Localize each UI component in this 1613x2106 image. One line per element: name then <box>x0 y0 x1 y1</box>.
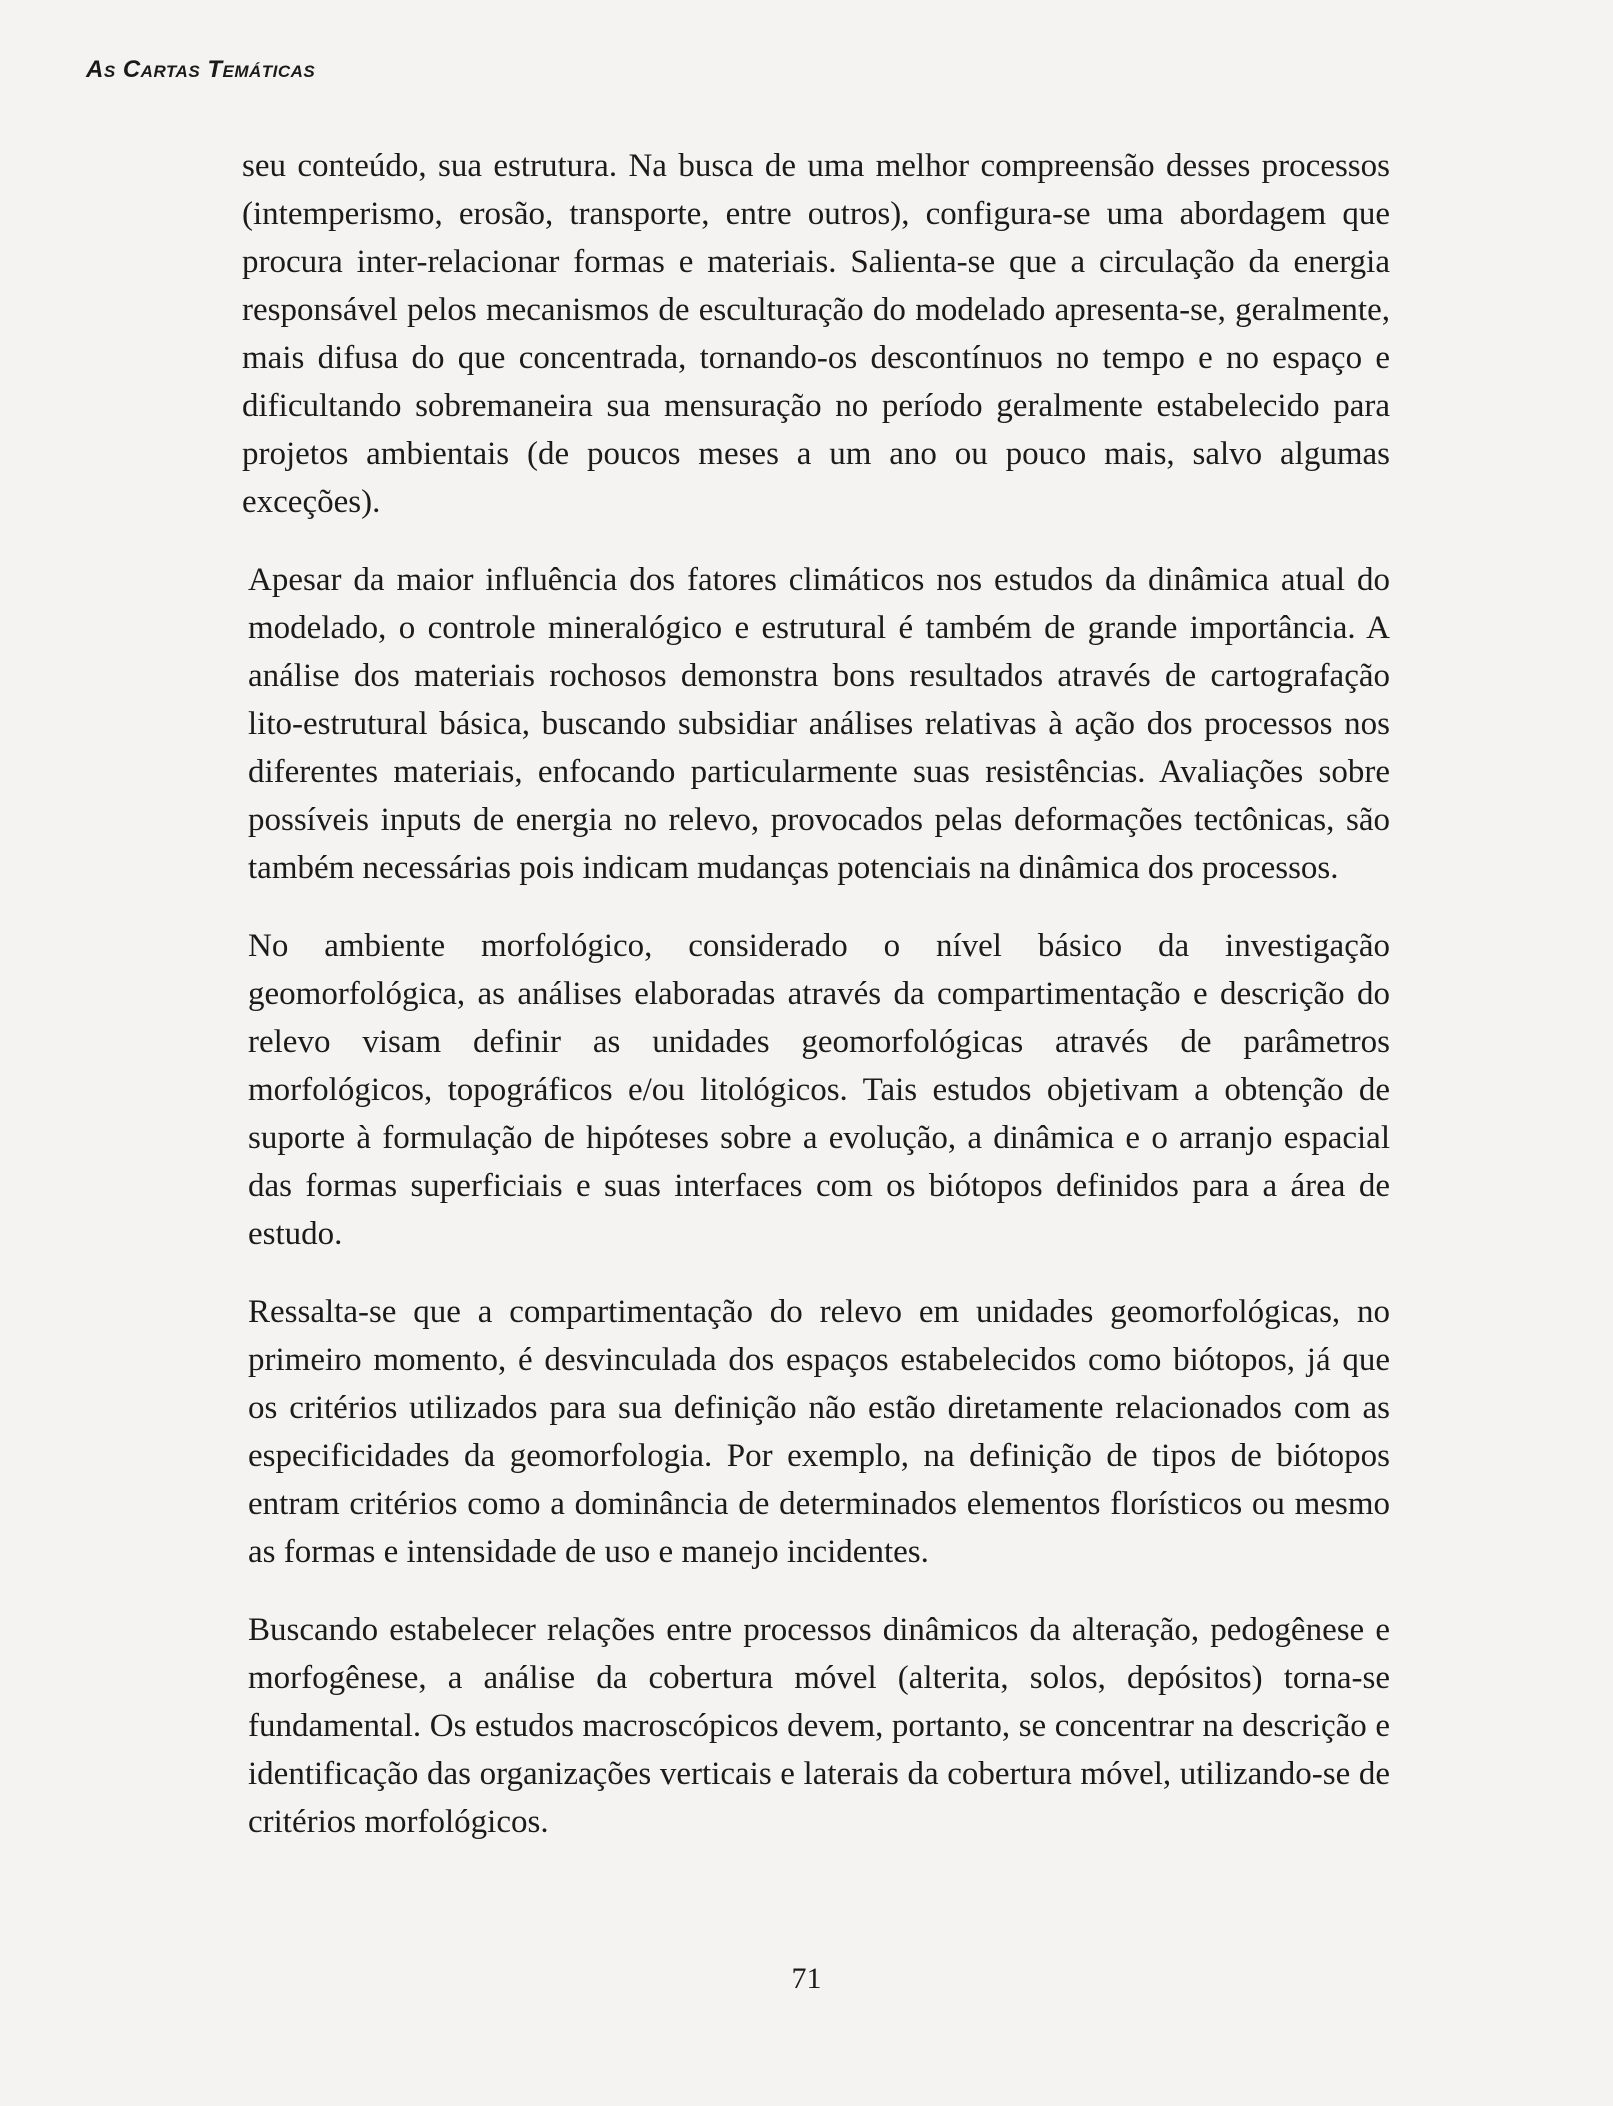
paragraph-5: Buscando estabelecer relações entre processos dinâmicos da alteração, pedogênese e morfogênese, a análise da cobertura móvel (alterita, solos, depósitos) torna-se fundamental. Os estudos macroscópicos devem, portanto, se concentrar na descrição e identificação das organizações verticais e laterais da cobertura móvel, utilizando-se de critérios morfológicos. <box>248 1612 1390 1840</box>
running-header: As Cartas Temáticas <box>86 56 316 83</box>
paragraph-4: Ressalta-se que a compartimentação do relevo em unidades geomorfológicas, no primeiro momento, é desvinculada dos espaços estabelecidos como biótopos, já que os critérios utilizados para sua definição não estão diretamente relacionados com as especificidades da geomorfologia. Por exemplo, na definição de tipos de biótopos entram critérios como a dominância de determinados elementos florísticos ou mesmo as formas e intensidade de uso e manejo incidentes. <box>248 1294 1390 1570</box>
body-text <box>242 142 1390 1876</box>
paragraph-1: seu conteúdo, sua estrutura. Na busca de uma melhor compreensão desses processos (intemperismo, erosão, transporte, entre outros), configura-se uma abordagem que procura inter-relacionar formas e materiais. Salienta-se que a circulação da energia responsável pelos mecanismos de esculturação do modelado apresenta-se, geralmente, mais difusa do que concentrada, tornando-os descontínuos no tempo e no espaço e dificultando sobremaneira sua mensuração no período geralmente estabelecido para projetos ambientais (de poucos meses a um ano ou pouco mais, salvo algumas exceções). <box>242 148 1390 520</box>
paragraph-2: Apesar da maior influência dos fatores climáticos nos estudos da dinâmica atual do modelado, o controle mineralógico e estrutural é também de grande importância. A análise dos materiais rochosos demonstra bons resultados através de cartografação lito-estrutural básica, buscando subsidiar análises relativas à ação dos processos nos diferentes materiais, enfocando particularmente suas resistências. Avaliações sobre possíveis inputs de energia no relevo, provocados pelas deformações tectônicas, são também necessárias pois indicam mudanças potenciais na dinâmica dos processos. <box>248 562 1390 886</box>
paragraph-3: No ambiente morfológico, considerado o nível básico da investigação geomorfológica, as análises elaboradas através da compartimentação e descrição do relevo visam definir as unidades geomorfológicas através de parâmetros morfológicos, topográficos e/ou litológicos. Tais estudos objetivam a obtenção de suporte à formulação de hipóteses sobre a evolução, a dinâmica e o arranjo espacial das formas superficiais e suas interfaces com os biótopos definidos para a área de estudo. <box>248 928 1390 1252</box>
page-number: 71 <box>791 1962 822 1995</box>
